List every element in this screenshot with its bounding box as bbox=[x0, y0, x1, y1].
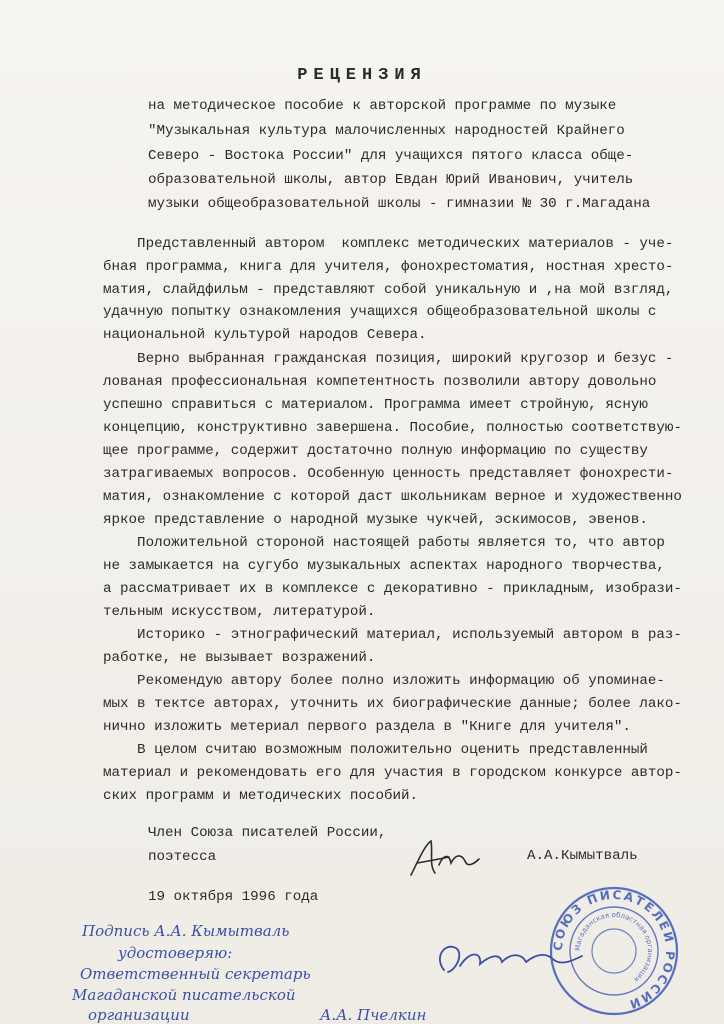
body-line: лованая профессиональная компетентность позволили автору довольно bbox=[103, 374, 657, 390]
body-line: работке, не вызывает возражений. bbox=[103, 650, 376, 666]
body-line: затрагиваемых вопросов. Особенную ценность представляет фонохрести- bbox=[103, 466, 674, 482]
certification-line: Ответственный секретарь bbox=[80, 965, 311, 983]
subject-line: образовательной школы, автор Евдан Юрий Иванович, учитель bbox=[148, 172, 634, 188]
signer-role: поэтесса bbox=[148, 849, 217, 865]
signer-membership: Член Союза писателей России, bbox=[148, 825, 387, 841]
body-line: нично изложить метериал первого раздела в "Книге для учителя". bbox=[103, 719, 631, 735]
body-line: не замыкается на сугубо музыкальных аспектах народного творчества, bbox=[103, 558, 665, 574]
document-date: 19 октября 1996 года bbox=[148, 889, 319, 905]
body-line: В целом считаю возможным положительно оценить представленный bbox=[103, 742, 648, 758]
subject-line: на методическое пособие к авторской программе по музыке bbox=[148, 98, 617, 114]
body-line: матия, слайдфильм - представляют собой уникальную и ,на мой взгляд, bbox=[103, 282, 674, 298]
certification-line: организации bbox=[88, 1006, 190, 1024]
body-line: материал и рекомендовать его для участия в городском конкурсе автор- bbox=[103, 765, 682, 781]
body-line: успешно справиться с материалом. Программа имеет стройную, ясную bbox=[103, 397, 648, 413]
body-line: яркое представление о народной музыке чукчей, эскимосов, эвенов. bbox=[103, 512, 648, 528]
body-line: тельным искусством, литературой. bbox=[103, 604, 376, 620]
organization-stamp bbox=[548, 885, 680, 1017]
subject-line: музыки общеобразовательной школы - гимназии № 30 г.Магадана bbox=[148, 196, 651, 212]
subject-line: "Музыкальная культура малочисленных народностей Крайнего bbox=[148, 123, 625, 139]
body-line: Положительной стороной настоящей работы является то, что автор bbox=[103, 535, 665, 551]
body-line: ских программ и методических пособий. bbox=[103, 788, 419, 804]
body-line: Рекомендую автору более полно изложить информацию об упоминае- bbox=[103, 673, 665, 689]
body-line: Историко - этнографический материал, используемый автором в раз- bbox=[103, 627, 682, 643]
certifier-name: А.А. Пчелкин bbox=[320, 1006, 427, 1024]
author-signature bbox=[405, 835, 485, 883]
body-line: Представленный автором комплекс методических материалов - уче- bbox=[103, 236, 674, 252]
document-title: РЕЦЕНЗИЯ bbox=[297, 66, 427, 85]
subject-line: Северо - Востока России" для учащихся пятого класса обще- bbox=[148, 148, 634, 164]
certification-line: удостоверяю: bbox=[118, 944, 233, 962]
body-line: концепцию, конструктивно завершена. Пособие, полностью соответствую- bbox=[103, 420, 682, 436]
body-line: бная программа, книга для учителя, фонохрестоматия, ностная хресто- bbox=[103, 259, 674, 275]
body-line: матия, ознакомление с которой даст школьникам верное и художественно bbox=[103, 489, 682, 505]
body-line: щее программе, содержит достаточно полную информацию по существу bbox=[103, 443, 648, 459]
body-line: мых в тектсе авторах, уточнить их биографические данные; более лако- bbox=[103, 696, 682, 712]
stamp-outer-text: СОЮЗ ПИСАТЕЛЕЙ РОССИИ bbox=[550, 887, 678, 1012]
body-line: а рассматривает их в комплексе с декоративно - прикладным, изобрази- bbox=[103, 581, 682, 597]
certification-line: Подпись А.А. Кымытваль bbox=[82, 922, 290, 940]
stamp-inner-text: Магаданская областная организация bbox=[573, 910, 655, 984]
certification-line: Магаданской писательской bbox=[72, 986, 296, 1004]
signer-name: А.А.Кымытваль bbox=[527, 848, 638, 864]
body-line: удачную попытку ознакомления учащихся общеобразовательной школы с bbox=[103, 304, 657, 320]
body-line: национальной культурой народов Севера. bbox=[103, 327, 427, 343]
body-line: Верно выбранная гражданская позиция, широкий кругозор и безус - bbox=[103, 351, 674, 367]
